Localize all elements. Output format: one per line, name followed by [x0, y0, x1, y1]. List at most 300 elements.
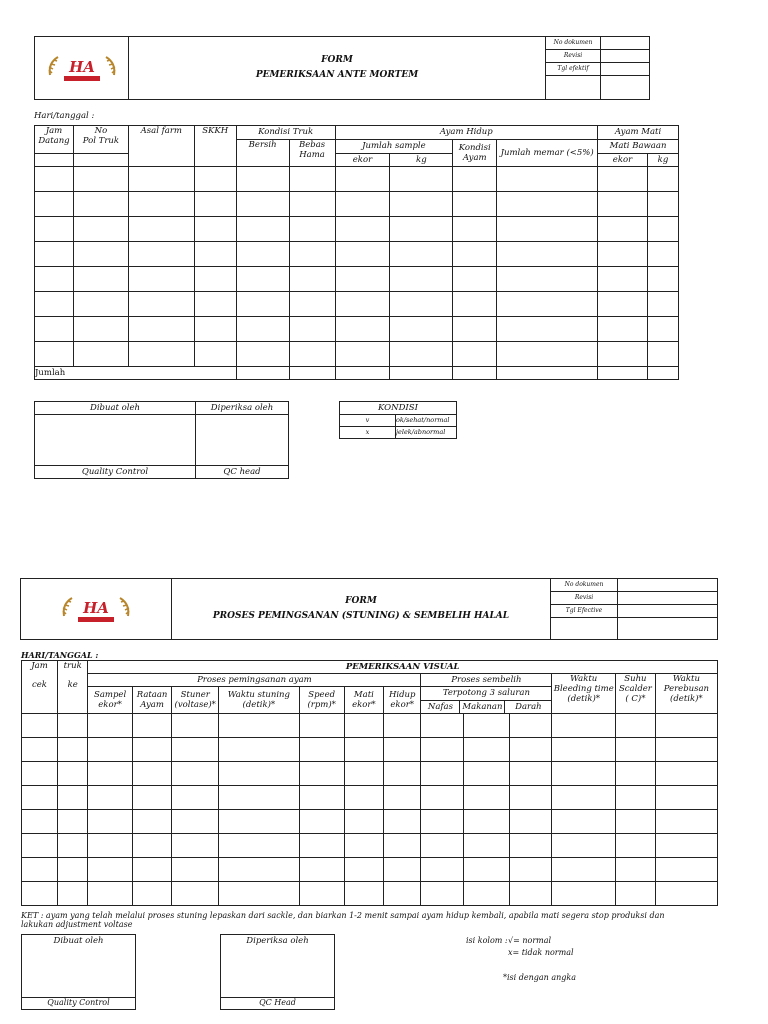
- entry-cell[interactable]: [73, 167, 128, 192]
- entry-cell[interactable]: [299, 834, 344, 858]
- entry-cell[interactable]: [335, 342, 390, 367]
- entry-cell[interactable]: [509, 882, 552, 906]
- entry-cell[interactable]: [132, 810, 172, 834]
- entry-cell[interactable]: [128, 192, 194, 217]
- stuning-table: [21, 660, 718, 906]
- entry-cell[interactable]: [35, 292, 74, 317]
- entry-cell[interactable]: [172, 810, 219, 834]
- entry-cell[interactable]: [453, 217, 497, 242]
- entry-cell[interactable]: [616, 714, 656, 738]
- entry-cell[interactable]: [616, 858, 656, 882]
- entry-cell[interactable]: [509, 714, 552, 738]
- col-jumlah-memar: Jumlah memar (<5%): [497, 140, 598, 167]
- entry-cell[interactable]: [552, 858, 616, 882]
- company-logo-icon: [44, 49, 120, 87]
- col-ayam-mati: Ayam Mati: [598, 126, 679, 140]
- entry-cell[interactable]: [128, 292, 194, 317]
- entry-cell[interactable]: [655, 738, 717, 762]
- entry-cell[interactable]: [497, 242, 598, 267]
- col-kondisi-ayam: Kondisi Ayam: [453, 140, 497, 167]
- entry-cell[interactable]: [172, 762, 219, 786]
- entry-cell[interactable]: [194, 217, 236, 242]
- entry-cell[interactable]: [219, 834, 299, 858]
- form-title: FORM: [321, 55, 353, 66]
- entry-cell[interactable]: [655, 714, 717, 738]
- entry-cell[interactable]: [390, 292, 453, 317]
- meta-value[interactable]: [601, 50, 650, 63]
- made-by-box[interactable]: [21, 934, 136, 1010]
- entry-cell[interactable]: [344, 786, 383, 810]
- entry-cell[interactable]: [128, 242, 194, 267]
- entry-cell[interactable]: [344, 810, 383, 834]
- entry-cell[interactable]: [172, 714, 219, 738]
- form2-title-cell: [172, 579, 551, 640]
- entry-cell[interactable]: [421, 738, 464, 762]
- meta-value[interactable]: [601, 76, 650, 100]
- entry-cell[interactable]: [88, 762, 132, 786]
- made-by-signature-box[interactable]: [35, 415, 196, 466]
- entry-cell[interactable]: [453, 192, 497, 217]
- col-speed: Speed (rpm)*: [299, 687, 344, 714]
- col-asal-farm: Asal farm: [128, 126, 194, 167]
- entry-cell[interactable]: [35, 192, 74, 217]
- entry-cell[interactable]: [73, 292, 128, 317]
- entry-cell[interactable]: [552, 738, 616, 762]
- logo-cell: [35, 37, 129, 100]
- entry-cell[interactable]: [58, 858, 88, 882]
- entry-cell[interactable]: [128, 267, 194, 292]
- entry-cell[interactable]: [383, 858, 420, 882]
- entry-cell[interactable]: [58, 834, 88, 858]
- entry-cell[interactable]: [598, 267, 648, 292]
- svg-text:HA: HA: [68, 58, 95, 76]
- col-kondisi-truk: Kondisi Truk: [236, 126, 335, 140]
- entry-cell[interactable]: [88, 714, 132, 738]
- entry-cell[interactable]: [655, 762, 717, 786]
- col-proses-sembelih: Proses sembelih: [421, 674, 552, 687]
- meta-label: Tgl efektif: [546, 63, 601, 76]
- entry-cell[interactable]: [236, 292, 289, 317]
- entry-cell[interactable]: [497, 292, 598, 317]
- entry-cell[interactable]: [647, 217, 678, 242]
- made-by-role: Quality Control: [22, 997, 135, 1009]
- entry-cell[interactable]: [464, 834, 510, 858]
- entry-cell[interactable]: [647, 342, 678, 367]
- entry-cell[interactable]: [22, 738, 58, 762]
- entry-cell[interactable]: [132, 714, 172, 738]
- entry-cell[interactable]: [344, 762, 383, 786]
- meta-value[interactable]: [601, 63, 650, 76]
- table-row: [22, 834, 718, 858]
- entry-cell[interactable]: [598, 192, 648, 217]
- date-label: HARI/TANGGAL :: [21, 650, 99, 660]
- entry-cell[interactable]: [497, 192, 598, 217]
- form1-title-cell: [129, 37, 546, 100]
- entry-cell[interactable]: [647, 192, 678, 217]
- entry-cell[interactable]: [236, 192, 289, 217]
- entry-cell[interactable]: [289, 317, 335, 342]
- entry-cell[interactable]: [128, 342, 194, 367]
- meta-value[interactable]: [618, 579, 718, 592]
- entry-cell[interactable]: [598, 292, 648, 317]
- entry-cell[interactable]: [73, 242, 128, 267]
- legend-symbol: x: [340, 427, 396, 439]
- entry-cell[interactable]: [647, 317, 678, 342]
- table-row: [22, 762, 718, 786]
- ante-mortem-table: [34, 125, 679, 380]
- entry-cell[interactable]: [289, 192, 335, 217]
- entry-cell[interactable]: [58, 810, 88, 834]
- entry-cell[interactable]: [616, 882, 656, 906]
- col-bebas-hama: Bebas Hama: [289, 140, 335, 167]
- entry-cell[interactable]: [335, 317, 390, 342]
- table-row: [22, 882, 718, 906]
- entry-cell[interactable]: [299, 738, 344, 762]
- entry-cell[interactable]: [616, 738, 656, 762]
- entry-cell[interactable]: [344, 714, 383, 738]
- entry-cell[interactable]: [289, 267, 335, 292]
- entry-cell[interactable]: [299, 714, 344, 738]
- entry-cell[interactable]: [509, 858, 552, 882]
- entry-cell[interactable]: [88, 810, 132, 834]
- entry-cell[interactable]: [390, 192, 453, 217]
- entry-cell[interactable]: [35, 217, 74, 242]
- entry-cell[interactable]: [58, 714, 88, 738]
- date-label: Hari/tanggal :: [34, 111, 95, 121]
- entry-cell[interactable]: [390, 342, 453, 367]
- entry-cell[interactable]: [219, 858, 299, 882]
- col-pemeriksaan-visual: PEMERIKSAAN VISUAL: [88, 661, 718, 674]
- logo-cell: [21, 579, 172, 640]
- entry-cell[interactable]: [299, 858, 344, 882]
- entry-cell[interactable]: [88, 738, 132, 762]
- entry-cell[interactable]: [497, 267, 598, 292]
- entry-cell[interactable]: [647, 167, 678, 192]
- col-nafas: Nafas: [421, 701, 460, 713]
- entry-cell[interactable]: [194, 167, 236, 192]
- entry-cell[interactable]: [219, 882, 299, 906]
- entry-cell[interactable]: [219, 810, 299, 834]
- entry-cell[interactable]: [132, 762, 172, 786]
- entry-cell[interactable]: [22, 762, 58, 786]
- entry-cell[interactable]: [497, 167, 598, 192]
- ket-note: KET : ayam yang telah melalui proses stuning lepaskan dari sackle, dan biarkan 1-2 menit sampai ayam hidup kembali, apabila mati segera stop produksi dan lakukan adjustment voltase: [21, 911, 665, 929]
- entry-cell[interactable]: [172, 858, 219, 882]
- entry-cell[interactable]: [22, 786, 58, 810]
- table-row: [22, 858, 718, 882]
- entry-cell[interactable]: [194, 342, 236, 367]
- entry-cell[interactable]: [58, 738, 88, 762]
- col-stuner: Stuner (voltase)*: [172, 687, 219, 714]
- entry-cell[interactable]: [655, 834, 717, 858]
- entry-cell[interactable]: [464, 858, 510, 882]
- entry-cell[interactable]: [344, 834, 383, 858]
- entry-cell[interactable]: [598, 242, 648, 267]
- entry-cell[interactable]: [58, 762, 88, 786]
- entry-cell[interactable]: [73, 267, 128, 292]
- entry-cell[interactable]: [172, 882, 219, 906]
- entry-cell[interactable]: [22, 882, 58, 906]
- entry-cell[interactable]: [88, 786, 132, 810]
- table-row: [22, 810, 718, 834]
- entry-cell[interactable]: [35, 267, 74, 292]
- entry-cell[interactable]: [390, 167, 453, 192]
- table-row: [22, 738, 718, 762]
- entry-cell[interactable]: [383, 834, 420, 858]
- col-waktu-bleeding: Waktu Bleeding time (detik)*: [552, 674, 616, 714]
- entry-cell[interactable]: [236, 242, 289, 267]
- col-rataan: Rataan Ayam: [132, 687, 172, 714]
- entry-cell[interactable]: [58, 882, 88, 906]
- entry-cell[interactable]: [616, 762, 656, 786]
- table-row: [35, 192, 679, 217]
- checked-by-label: Diperiksa oleh: [196, 402, 289, 415]
- legend-symbol: v: [340, 415, 396, 427]
- entry-cell[interactable]: [647, 292, 678, 317]
- entry-cell[interactable]: [552, 762, 616, 786]
- entry-cell[interactable]: [335, 217, 390, 242]
- entry-cell[interactable]: [647, 242, 678, 267]
- table-row: [35, 342, 679, 367]
- entry-cell[interactable]: [383, 810, 420, 834]
- entry-cell[interactable]: [335, 292, 390, 317]
- entry-cell[interactable]: [390, 217, 453, 242]
- entry-cell[interactable]: [22, 810, 58, 834]
- entry-cell[interactable]: [421, 810, 464, 834]
- table-row: [35, 167, 679, 192]
- entry-cell[interactable]: [88, 882, 132, 906]
- entry-cell[interactable]: [453, 242, 497, 267]
- legend-desc: ok/sehat/normal: [396, 415, 457, 427]
- entry-cell[interactable]: [655, 786, 717, 810]
- entry-cell[interactable]: [383, 762, 420, 786]
- entry-cell[interactable]: [35, 167, 74, 192]
- entry-cell[interactable]: [128, 167, 194, 192]
- entry-cell[interactable]: [464, 810, 510, 834]
- entry-cell[interactable]: [655, 882, 717, 906]
- entry-cell[interactable]: [453, 292, 497, 317]
- entry-cell[interactable]: [421, 714, 464, 738]
- entry-cell[interactable]: [132, 738, 172, 762]
- entry-cell[interactable]: [390, 242, 453, 267]
- entry-cell[interactable]: [655, 810, 717, 834]
- entry-cell[interactable]: [421, 762, 464, 786]
- entry-cell[interactable]: [236, 167, 289, 192]
- form1-header: [34, 36, 650, 100]
- total-row: [35, 367, 679, 380]
- legend-title: KONDISI: [340, 402, 457, 415]
- entry-cell[interactable]: [289, 242, 335, 267]
- entry-cell[interactable]: [299, 762, 344, 786]
- entry-cell[interactable]: [421, 834, 464, 858]
- entry-cell[interactable]: [616, 786, 656, 810]
- made-by-label: Dibuat oleh: [35, 402, 196, 415]
- entry-cell[interactable]: [598, 317, 648, 342]
- entry-cell[interactable]: [172, 786, 219, 810]
- entry-cell[interactable]: [88, 834, 132, 858]
- entry-cell[interactable]: [194, 242, 236, 267]
- entry-cell[interactable]: [453, 342, 497, 367]
- entry-cell[interactable]: [335, 267, 390, 292]
- entry-cell[interactable]: [299, 810, 344, 834]
- entry-cell[interactable]: [383, 882, 420, 906]
- entry-cell[interactable]: [453, 317, 497, 342]
- fill-note-prefix: isi kolom :: [466, 936, 508, 945]
- entry-cell[interactable]: [299, 786, 344, 810]
- entry-cell[interactable]: [194, 317, 236, 342]
- entry-cell[interactable]: [22, 834, 58, 858]
- form-title: FORM: [345, 596, 377, 607]
- entry-cell[interactable]: [616, 810, 656, 834]
- entry-cell[interactable]: [497, 317, 598, 342]
- col-hidup: Hidup ekor*: [383, 687, 420, 714]
- entry-cell[interactable]: [509, 738, 552, 762]
- meta-value[interactable]: [618, 618, 718, 640]
- entry-cell[interactable]: [421, 786, 464, 810]
- table-row: [35, 317, 679, 342]
- col-ekor-mati: ekor: [598, 154, 648, 167]
- meta-value[interactable]: [601, 37, 650, 50]
- entry-cell[interactable]: [88, 858, 132, 882]
- entry-cell[interactable]: [128, 217, 194, 242]
- table-row: [35, 292, 679, 317]
- meta-value[interactable]: [618, 605, 718, 618]
- entry-cell[interactable]: [509, 834, 552, 858]
- col-makanan: Makanan: [460, 701, 505, 713]
- entry-cell[interactable]: [219, 738, 299, 762]
- table-row: [22, 786, 718, 810]
- made-by-role: Quality Control: [35, 466, 196, 479]
- entry-cell[interactable]: [497, 342, 598, 367]
- col-no-pol: No Pol Truk: [73, 126, 128, 154]
- entry-cell[interactable]: [552, 714, 616, 738]
- col-bersih: Bersih: [236, 140, 289, 167]
- meta-value[interactable]: [618, 592, 718, 605]
- table-row: [35, 242, 679, 267]
- entry-cell[interactable]: [236, 342, 289, 367]
- entry-cell[interactable]: [58, 786, 88, 810]
- entry-cell[interactable]: [236, 217, 289, 242]
- form-subtitle: PROSES PEMINGSANAN (STUNING) & SEMBELIH HALAL: [212, 611, 510, 621]
- entry-cell[interactable]: [289, 342, 335, 367]
- entry-cell[interactable]: [552, 786, 616, 810]
- entry-cell[interactable]: [236, 317, 289, 342]
- entry-cell[interactable]: [299, 882, 344, 906]
- entry-cell[interactable]: [598, 217, 648, 242]
- entry-cell[interactable]: [453, 167, 497, 192]
- entry-cell[interactable]: [647, 267, 678, 292]
- checked-by-role: QC head: [196, 466, 289, 479]
- entry-cell[interactable]: [421, 882, 464, 906]
- svg-text:HA: HA: [83, 599, 109, 617]
- entry-cell[interactable]: [509, 762, 552, 786]
- entry-cell[interactable]: [35, 317, 74, 342]
- entry-cell[interactable]: [73, 192, 128, 217]
- entry-cell[interactable]: [22, 714, 58, 738]
- checked-by-role: QC Head: [221, 997, 334, 1009]
- entry-cell[interactable]: [289, 217, 335, 242]
- entry-cell[interactable]: [194, 292, 236, 317]
- entry-cell[interactable]: [73, 217, 128, 242]
- entry-cell[interactable]: [390, 267, 453, 292]
- meta-label: Revisi: [546, 50, 601, 63]
- entry-cell[interactable]: [35, 342, 74, 367]
- entry-cell[interactable]: [344, 858, 383, 882]
- legend-desc: jelek/abnormal: [396, 427, 457, 439]
- entry-cell[interactable]: [390, 317, 453, 342]
- col-sampel: Sampel ekor*: [88, 687, 132, 714]
- table-row: [22, 714, 718, 738]
- entry-cell[interactable]: [132, 834, 172, 858]
- checked-by-signature-box[interactable]: [196, 415, 289, 466]
- entry-cell[interactable]: [172, 738, 219, 762]
- entry-cell[interactable]: [453, 267, 497, 292]
- entry-cell[interactable]: [383, 738, 420, 762]
- company-logo-icon: [58, 590, 134, 628]
- entry-cell[interactable]: [552, 834, 616, 858]
- entry-cell[interactable]: [194, 192, 236, 217]
- col-jam: Jam Datang: [35, 126, 74, 154]
- entry-cell[interactable]: [128, 317, 194, 342]
- entry-cell[interactable]: [73, 317, 128, 342]
- entry-cell[interactable]: [73, 342, 128, 367]
- entry-cell[interactable]: [289, 292, 335, 317]
- entry-cell[interactable]: [464, 786, 510, 810]
- entry-cell[interactable]: [219, 714, 299, 738]
- entry-cell[interactable]: [598, 167, 648, 192]
- entry-cell[interactable]: [219, 786, 299, 810]
- fill-note-number: *isi dengan angka: [503, 973, 577, 982]
- form2-header: [20, 578, 718, 640]
- fill-note-abnormal: x= tidak normal: [508, 948, 574, 957]
- entry-cell[interactable]: [344, 882, 383, 906]
- entry-cell[interactable]: [132, 786, 172, 810]
- entry-cell[interactable]: [383, 786, 420, 810]
- entry-cell[interactable]: [552, 882, 616, 906]
- entry-cell[interactable]: [335, 242, 390, 267]
- entry-cell[interactable]: [552, 810, 616, 834]
- entry-cell[interactable]: [132, 858, 172, 882]
- entry-cell[interactable]: [655, 858, 717, 882]
- entry-cell[interactable]: [22, 858, 58, 882]
- entry-cell[interactable]: [464, 714, 510, 738]
- entry-cell[interactable]: [616, 834, 656, 858]
- entry-cell[interactable]: [509, 786, 552, 810]
- entry-cell[interactable]: [464, 762, 510, 786]
- entry-cell[interactable]: [219, 762, 299, 786]
- entry-cell[interactable]: [464, 738, 510, 762]
- entry-cell[interactable]: [344, 738, 383, 762]
- made-by-label: Dibuat oleh: [53, 936, 104, 946]
- entry-cell[interactable]: [421, 858, 464, 882]
- entry-cell[interactable]: [335, 167, 390, 192]
- checked-by-box[interactable]: [220, 934, 335, 1010]
- entry-cell[interactable]: [236, 267, 289, 292]
- entry-cell[interactable]: [335, 192, 390, 217]
- entry-cell[interactable]: [509, 810, 552, 834]
- entry-cell[interactable]: [289, 167, 335, 192]
- entry-cell[interactable]: [383, 714, 420, 738]
- checked-by-label: Diperiksa oleh: [246, 936, 309, 946]
- entry-cell[interactable]: [497, 217, 598, 242]
- entry-cell[interactable]: [35, 242, 74, 267]
- entry-cell[interactable]: [598, 342, 648, 367]
- entry-cell[interactable]: [194, 267, 236, 292]
- entry-cell[interactable]: [132, 882, 172, 906]
- entry-cell[interactable]: [172, 834, 219, 858]
- meta-label: Revisi: [551, 592, 618, 605]
- entry-cell[interactable]: [464, 882, 510, 906]
